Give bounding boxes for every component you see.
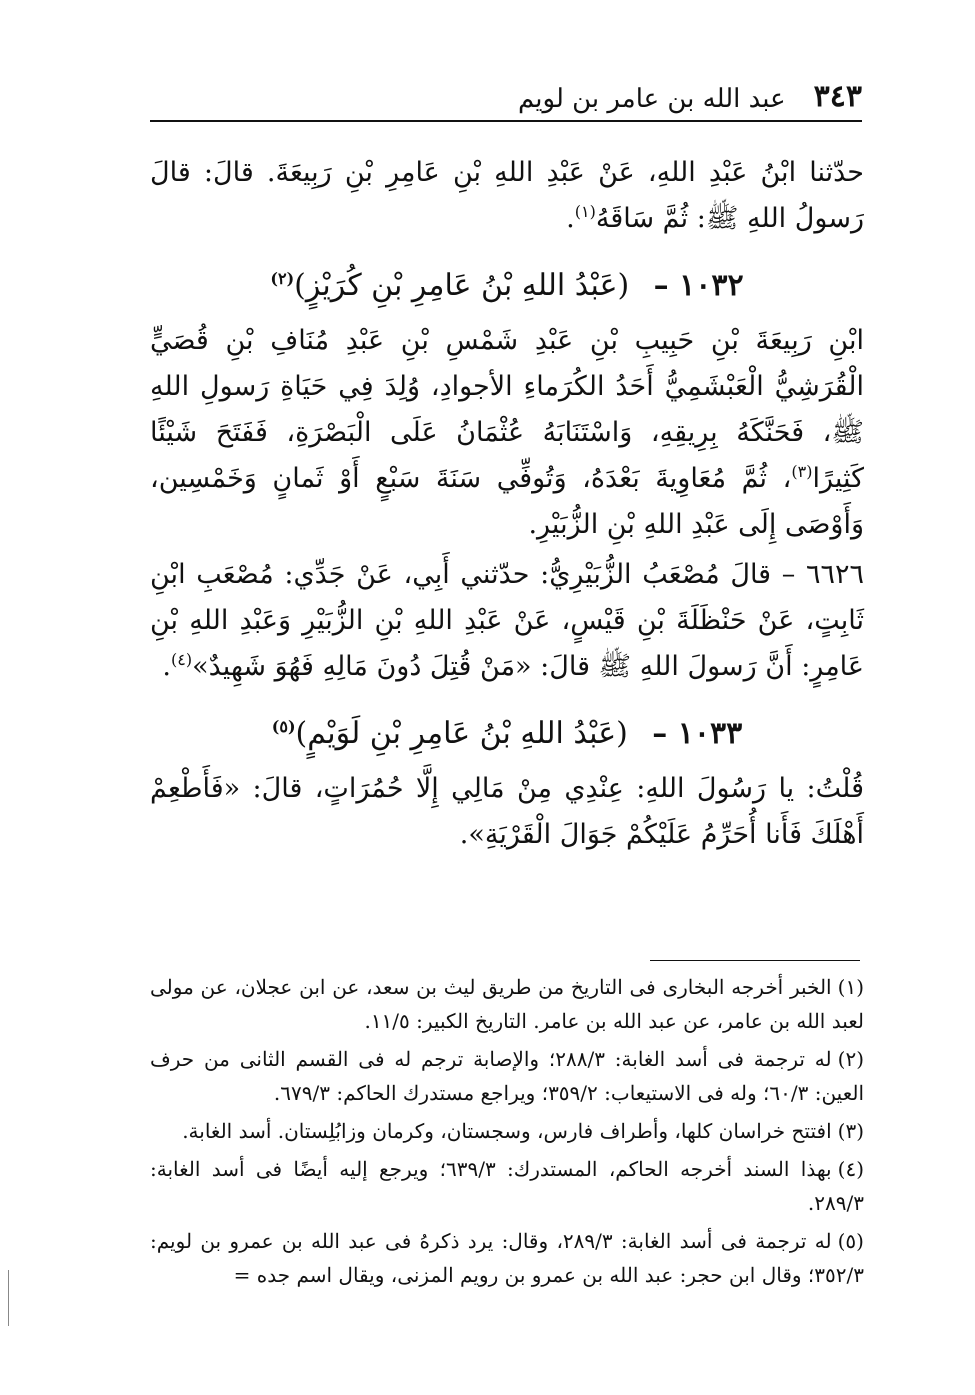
- entry-heading-1033: [150, 710, 864, 758]
- entry-heading-1032: [150, 262, 864, 310]
- footnote-text: الخبر أخرجه البخارى فى التاريخ من طريق ليث بن سعد، عن ابن عجلان، عن مولى لعبد الله بن عامر، عن عبد الله بن عامر. التاريخ الكبير: ١١/٥.: [150, 975, 864, 1033]
- running-title: عبد الله بن عامر بن لويم: [517, 84, 786, 114]
- footnote-number: (١): [837, 975, 864, 999]
- footnote-ref-3: (٣): [791, 462, 813, 481]
- footnote-3: [150, 1114, 864, 1148]
- paragraph-2-text-a: ابْنِ رَبِيعَةَ بْنِ حَبِيبِ بْنِ عَبْدِ شَمْسِ بْنِ عَبْدِ مُنَافِ بْنِ قُصَيٍّ الْقُرَشِيُّ الْعَبْشَمِيُّ أَحَدُ الكُرَماءِ الأجوادِ، وُلِدَ فِي حَيَاةِ رَسولِ اللهِ ﷺ، فَحَنَّكَهُ بِرِيقِهِ، وَاسْتَنَابَهُ عُثْمَانُ عَلَى الْبَصْرَةِ، فَفَتَحَ شَيْئًا كَثِيرًا: [150, 325, 864, 494]
- footnote-ref-4: (٤): [171, 650, 193, 669]
- footnote-ref-1: (١): [574, 202, 596, 221]
- paragraph-4: [150, 766, 864, 858]
- paragraph-3: [150, 552, 864, 690]
- footnote-number: (٥): [837, 1229, 864, 1253]
- paragraph-4-text: قُلْتُ: يا رَسُولَ اللهِ: عِنْدِي مِنْ مَالِي إِلَّا حُمُرَاتٍ، قالَ: «فَأَطْعِمْ أَهْلَكَ فَأَنا أُحَرِّمُ عَلَيْكُمْ جَوَالَ الْقَرْيَةِ».: [150, 773, 864, 850]
- footnote-1: [150, 970, 864, 1038]
- entry-name: (عَبْدُ اللهِ بْنُ عَامِرِ بْنِ لَوَيْمٍ): [295, 716, 628, 751]
- footnote-text: له ترجمة فى أسد الغابة: ٢٨٩/٣، وقال: يرد ذكرهُ فى عبد الله بن عمرو بن لويم: ٣٥٢/٣؛ وقال ابن حجر: عبد الله بن عمرو بن رويم المزنى، ويقال اسم جده =: [150, 1229, 864, 1287]
- entry-name: (عَبْدُ اللهِ بْنُ عَامِرِ بْنِ كُرَيْزٍ): [294, 268, 630, 303]
- paragraph-1-end: .: [566, 203, 575, 234]
- footnote-number: (٤): [837, 1157, 864, 1181]
- footnote-text: بهذا السند أخرجه الحاكم، المستدرك: ٦٣٩/٣؛ ويرجع إليه أيضًا فى أسد الغابة: ٢٨٩/٣.: [150, 1157, 864, 1215]
- scan-edge-mark: [8, 1270, 9, 1326]
- footnote-text: افتتح خراسان كلها، وأطراف فارس، وسجستان، وكرمان وزابُلِستان. أسد الغابة.: [182, 1119, 832, 1143]
- paragraph-3-text: ٦٦٢٦ – قالَ مُصْعَبُ الزُّبَيْرِيُّ: حدّثني أَبِي، عَنْ جَدِّي: مُصْعَبِ ابْنِ ثَابِتٍ، عَنْ حَنْظَلَةَ بْنِ قَيْسٍ، عَنْ عَبْدِ اللهِ بْنِ الزُّبَيْرِ وَعَبْدِ اللهِ بْنِ عَامِرٍ: أَنَّ رَسولَ اللهِ ﷺ قالَ: «مَنْ قُتِلَ دُونَ مَالِهِ فَهُوَ شَهِيدٌ»: [150, 559, 864, 682]
- footnotes: [150, 970, 864, 1296]
- footnote-separator: [650, 960, 860, 961]
- entry-number: ١٠٣٢ –: [653, 268, 744, 303]
- footnote-text: له ترجمة فى أسد الغابة: ٢٨٨/٣؛ والإصابة ترجم له فى القسم الثانى من حرف العين: ٦٠/٣؛ وله فى الاستيعاب: ٣٥٩/٢؛ ويراجع مستدرك الحاكم: ٦٧٩/٣.: [150, 1047, 864, 1105]
- paragraph-1-text: حدّثنا ابْنُ عَبْدِ اللهِ، عَنْ عَبْدِ اللهِ بْنِ عَامِرِ بْنِ رَبِيعَةَ. قالَ: قالَ رَسولُ اللهِ ﷺ: ثُمَّ سَاقَهُ: [150, 157, 864, 234]
- footnote-5: [150, 1224, 864, 1292]
- page-number: ٣٤٣: [813, 79, 862, 114]
- footnote-ref-2: (٢): [270, 269, 295, 288]
- entry-number: ١٠٣٣ –: [652, 716, 743, 751]
- paragraph-2: [150, 318, 864, 548]
- main-text: [150, 150, 864, 858]
- footnote-number: (٢): [837, 1047, 865, 1071]
- footnote-4: [150, 1152, 864, 1220]
- footnote-2: [150, 1042, 864, 1110]
- footnote-ref-5: (٥): [271, 717, 296, 736]
- paragraph-2-text-b: ، ثُمَّ مُعَاوِيةَ بَعْدَهُ، وَتُوفِّي سَنَةَ سَبْعٍ أَوْ ثَمانٍ وَخَمْسِين، وَأَوْصَى إِلَى عَبْدِ اللهِ بْنِ الزُّبَيْرِ.: [150, 463, 864, 540]
- footnote-number: (٣): [837, 1119, 864, 1143]
- paragraph-1: [150, 150, 864, 242]
- running-header: [150, 72, 862, 122]
- paragraph-3-end: .: [162, 651, 172, 682]
